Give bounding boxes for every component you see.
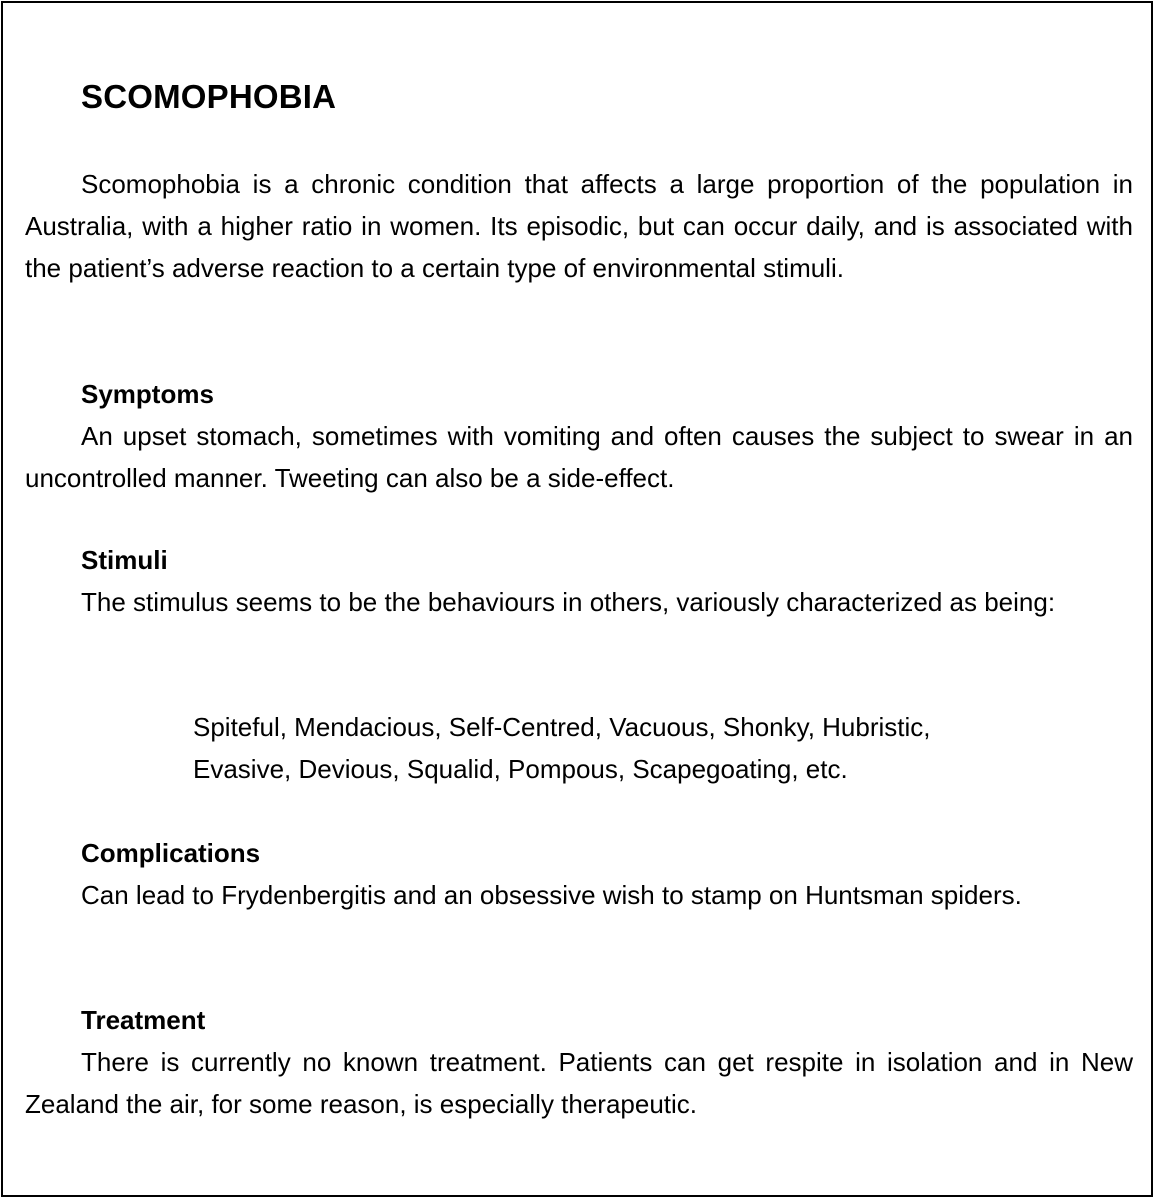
document-page: [1, 1, 1153, 1197]
section-stimuli: [25, 539, 1133, 623]
section-heading-stimuli: Stimuli: [81, 545, 168, 575]
list-item: Evasive, Devious, Squalid, Pompous, Scapegoating, etc.: [193, 754, 848, 784]
intro-paragraph: Scomophobia is a chronic condition that affects a large proportion of the population in Australia, with a higher ratio in women. Its episodic, but can occur daily, and is associated with the patient’s adverse reaction to a certain type of environmental stimuli.: [25, 169, 1133, 283]
stimuli-characteristics-list: [193, 706, 1091, 790]
section-body-symptoms: An upset stomach, sometimes with vomiting and often causes the subject to swear in an uncontrolled manner. Tweeting can also be a side-effect.: [25, 421, 1133, 493]
section-body-stimuli: The stimulus seems to be the behaviours in others, variously characterized as being:: [81, 587, 1056, 617]
section-heading-treatment: Treatment: [81, 1005, 206, 1035]
section-symptoms: [25, 373, 1133, 499]
section-treatment: [25, 999, 1133, 1125]
section-heading-complications: Complications: [81, 838, 261, 868]
list-item: Spiteful, Mendacious, Self-Centred, Vacuous, Shonky, Hubristic,: [193, 712, 931, 742]
section-body-complications: Can lead to Frydenbergitis and an obsessive wish to stamp on Huntsman spiders.: [81, 880, 1022, 910]
section-complications: [25, 832, 1133, 916]
document-title: SCOMOPHOBIA: [81, 78, 337, 115]
section-heading-symptoms: Symptoms: [81, 379, 214, 409]
section-body-treatment: There is currently no known treatment. Patients can get respite in isolation and in New Zealand the air, for some reason, is especially therapeutic.: [25, 1047, 1133, 1119]
